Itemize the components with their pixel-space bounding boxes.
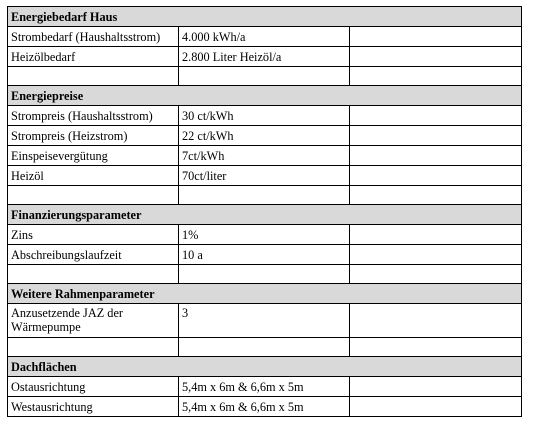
- row-label: Strombedarf (Haushaltsstrom): [8, 27, 179, 47]
- row-note: [350, 186, 522, 205]
- row-value: 1%: [179, 225, 350, 245]
- row-label: Strompreis (Heizstrom): [8, 126, 179, 146]
- table-row: [8, 106, 522, 126]
- row-value: 5,4m x 6m & 6,6m x 5m: [179, 397, 350, 417]
- section-title: Finanzierungsparameter: [8, 205, 522, 225]
- table-row: [8, 397, 522, 417]
- row-label: [8, 338, 179, 357]
- row-label: [8, 265, 179, 284]
- row-value: 2.800 Liter Heizöl/a: [179, 47, 350, 67]
- parameter-table: [7, 6, 522, 417]
- table-row: [8, 166, 522, 186]
- section-title: Energiebedarf Haus: [8, 7, 522, 27]
- row-label: Einspeisevergütung: [8, 146, 179, 166]
- table-row: [8, 377, 522, 397]
- section-header-rahmenparameter: [8, 284, 522, 304]
- section-title: Dachflächen: [8, 357, 522, 377]
- row-label: Westausrichtung: [8, 397, 179, 417]
- row-note: [350, 166, 522, 186]
- table-row-empty: [8, 67, 522, 86]
- row-note: [350, 126, 522, 146]
- row-note: [350, 245, 522, 265]
- row-value: [179, 186, 350, 205]
- table-row: [8, 225, 522, 245]
- table-row-empty: [8, 186, 522, 205]
- row-value: 30 ct/kWh: [179, 106, 350, 126]
- table-row: [8, 304, 522, 338]
- row-note: [350, 146, 522, 166]
- row-value: 22 ct/kWh: [179, 126, 350, 146]
- table-row-empty: [8, 338, 522, 357]
- section-title: Weitere Rahmenparameter: [8, 284, 522, 304]
- row-label: Anzusetzende JAZ der Wärmepumpe: [8, 304, 179, 338]
- row-note: [350, 304, 522, 338]
- row-value: 4.000 kWh/a: [179, 27, 350, 47]
- row-value: [179, 338, 350, 357]
- row-label: Heizölbedarf: [8, 47, 179, 67]
- row-label: Ostausrichtung: [8, 377, 179, 397]
- section-header-dachflaechen: [8, 357, 522, 377]
- row-value: [179, 265, 350, 284]
- table-row: [8, 245, 522, 265]
- row-note: [350, 397, 522, 417]
- row-value: [179, 67, 350, 86]
- row-value: 10 a: [179, 245, 350, 265]
- row-label: Abschreibungslaufzeit: [8, 245, 179, 265]
- row-value: 70ct/liter: [179, 166, 350, 186]
- section-title: Energiepreise: [8, 86, 522, 106]
- section-header-finanzierung: [8, 205, 522, 225]
- row-value: 7ct/kWh: [179, 146, 350, 166]
- row-note: [350, 27, 522, 47]
- table-row: [8, 27, 522, 47]
- section-header-energiebedarf: [8, 7, 522, 27]
- row-note: [350, 338, 522, 357]
- row-note: [350, 265, 522, 284]
- section-header-energiepreise: [8, 86, 522, 106]
- row-value: 3: [179, 304, 350, 338]
- row-label: Zins: [8, 225, 179, 245]
- row-note: [350, 225, 522, 245]
- table-row: [8, 126, 522, 146]
- table-row-empty: [8, 265, 522, 284]
- row-value: 5,4m x 6m & 6,6m x 5m: [179, 377, 350, 397]
- row-label: [8, 186, 179, 205]
- row-label: Heizöl: [8, 166, 179, 186]
- row-note: [350, 106, 522, 126]
- row-note: [350, 47, 522, 67]
- row-note: [350, 67, 522, 86]
- row-note: [350, 377, 522, 397]
- table-row: [8, 146, 522, 166]
- table-row: [8, 47, 522, 67]
- row-label: [8, 67, 179, 86]
- row-label: Strompreis (Haushaltsstrom): [8, 106, 179, 126]
